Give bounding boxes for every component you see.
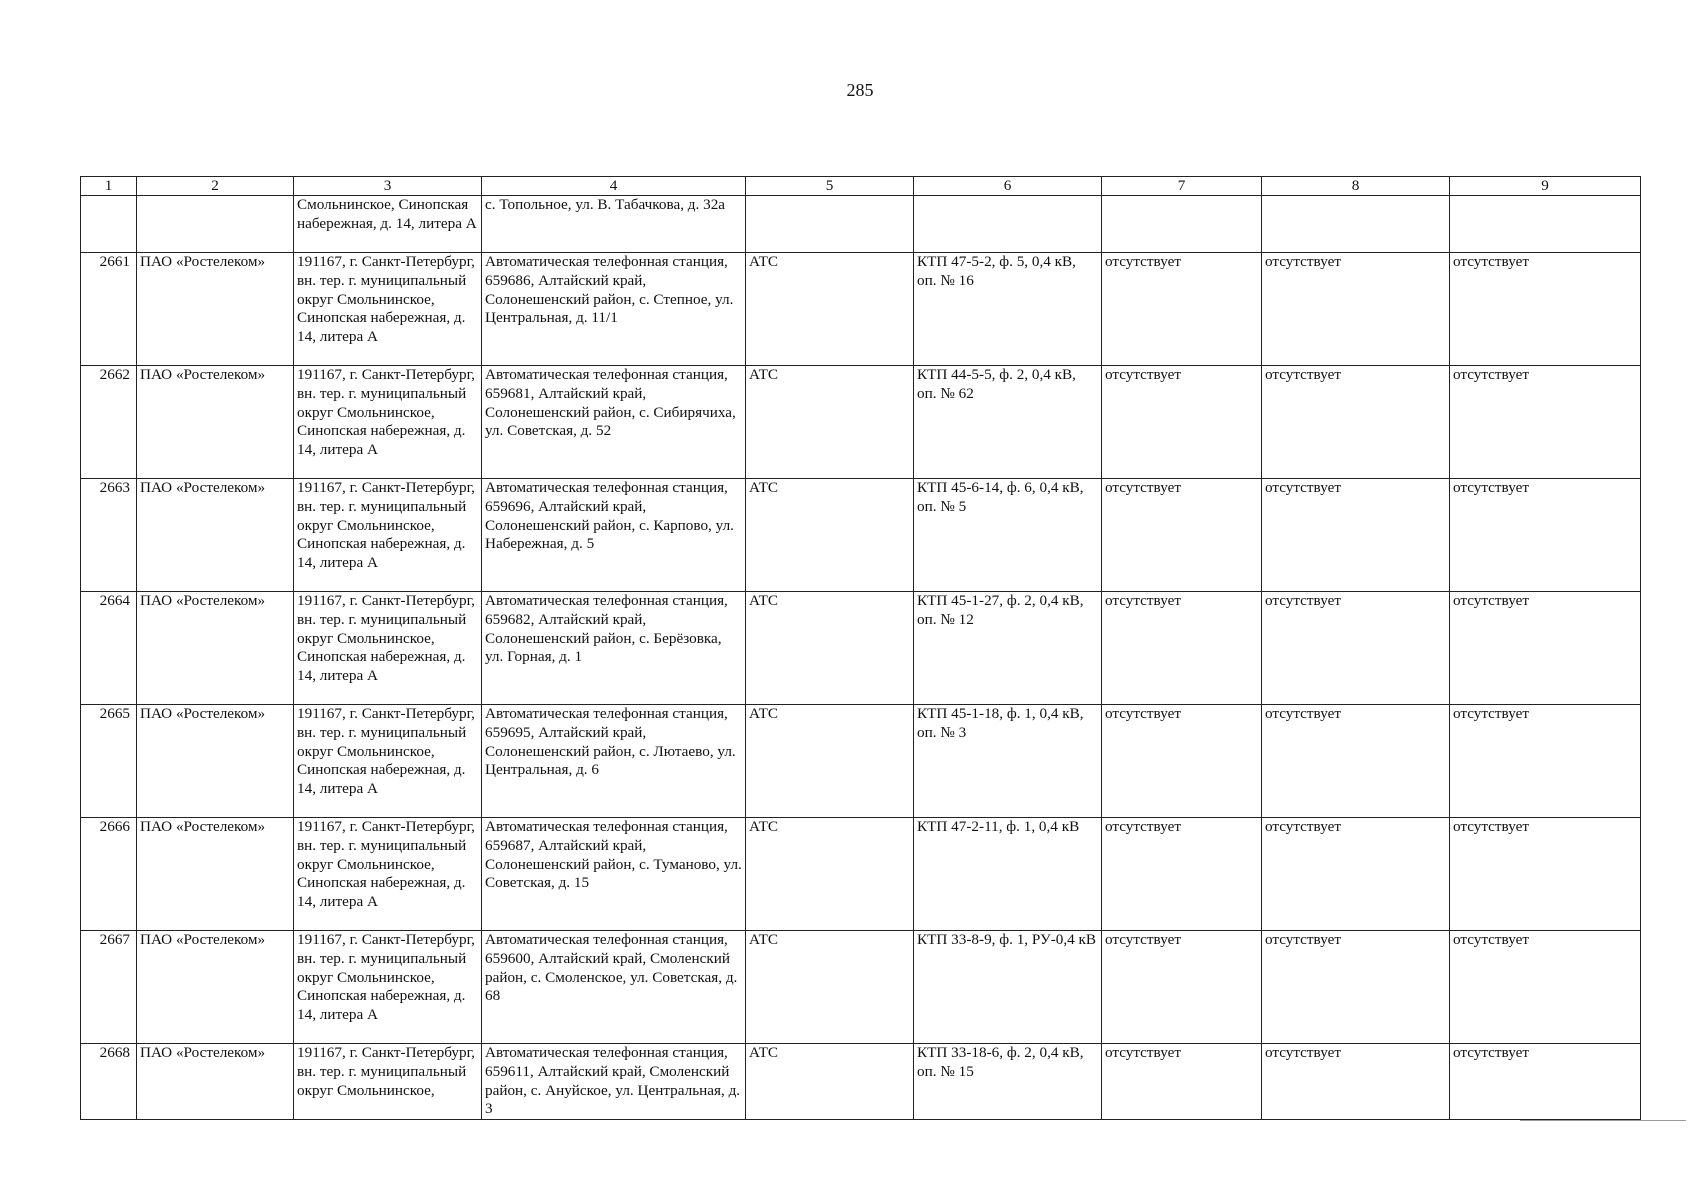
cell-empty (914, 196, 1102, 253)
column-header: 8 (1262, 177, 1450, 196)
cell-owner-address: 191167, г. Санкт-Петербург, вн. тер. г. муниципальный округ Смольнинское, (294, 1044, 482, 1120)
cell-owner: ПАО «Ростелеком» (137, 366, 294, 479)
table-row (81, 366, 1641, 479)
cell-number: 2661 (81, 253, 137, 366)
cell-connection: КТП 45-1-18, ф. 1, 0,4 кВ, оп. № 3 (914, 705, 1102, 818)
cell-object: Автоматическая телефонная станция, 659682, Алтайский край, Солонешенский район, с. Берёзовка, ул. Горная, д. 1 (482, 592, 746, 705)
cell-col9: отсутствует (1450, 253, 1641, 366)
cell-col7: отсутствует (1102, 479, 1262, 592)
cell-number: 2662 (81, 366, 137, 479)
cell-number: 2668 (81, 1044, 137, 1120)
column-number-row (81, 177, 1641, 196)
cell-number: 2667 (81, 931, 137, 1044)
cell-connection: КТП 47-5-2, ф. 5, 0,4 кВ, оп. № 16 (914, 253, 1102, 366)
cell-col8: отсутствует (1262, 592, 1450, 705)
cell-col7: отсутствует (1102, 366, 1262, 479)
cell-connection: КТП 44-5-5, ф. 2, 0,4 кВ, оп. № 62 (914, 366, 1102, 479)
cell-type: АТС (746, 253, 914, 366)
page-number: 285 (846, 80, 874, 100)
cell-col9: отсутствует (1450, 366, 1641, 479)
cell-object: Автоматическая телефонная станция, 659611, Алтайский край, Смоленский район, с. Ануйское, ул. Центральная, д. 3 (482, 1044, 746, 1120)
cell-object: Автоматическая телефонная станция, 659686, Алтайский край, Солонешенский район, с. Степное, ул. Центральная, д. 11/1 (482, 253, 746, 366)
cell-connection: КТП 45-6-14, ф. 6, 0,4 кВ, оп. № 5 (914, 479, 1102, 592)
cell-connection: КТП 45-1-27, ф. 2, 0,4 кВ, оп. № 12 (914, 592, 1102, 705)
cell-type: АТС (746, 592, 914, 705)
cell-owner-address: 191167, г. Санкт-Петербург, вн. тер. г. муниципальный округ Смольнинское, Синопская набережная, д. 14, литера А (294, 253, 482, 366)
table-row (81, 818, 1641, 931)
column-header: 1 (81, 177, 137, 196)
cell-object: Автоматическая телефонная станция, 659695, Алтайский край, Солонешенский район, с. Лютаево, ул. Центральная, д. 6 (482, 705, 746, 818)
cell-object: Автоматическая телефонная станция, 659687, Алтайский край, Солонешенский район, с. Туманово, ул. Советская, д. 15 (482, 818, 746, 931)
table-row (81, 592, 1641, 705)
cell-number: 2665 (81, 705, 137, 818)
cell-owner-address: 191167, г. Санкт-Петербург, вн. тер. г. муниципальный округ Смольнинское, Синопская набережная, д. 14, литера А (294, 705, 482, 818)
cell-owner: ПАО «Ростелеком» (137, 818, 294, 931)
column-header: 2 (137, 177, 294, 196)
column-header: 7 (1102, 177, 1262, 196)
cell-col7: отсутствует (1102, 931, 1262, 1044)
column-header: 6 (914, 177, 1102, 196)
column-header: 3 (294, 177, 482, 196)
cell-owner-address: 191167, г. Санкт-Петербург, вн. тер. г. муниципальный округ Смольнинское, Синопская набережная, д. 14, литера А (294, 818, 482, 931)
table-row (81, 705, 1641, 818)
cell-empty (81, 196, 137, 253)
cell-type: АТС (746, 366, 914, 479)
cell-empty (137, 196, 294, 253)
table-row (81, 253, 1641, 366)
cell-object: Автоматическая телефонная станция, 659696, Алтайский край, Солонешенский район, с. Карпово, ул. Набережная, д. 5 (482, 479, 746, 592)
cell-owner-address: Смольнинское, Синопская набережная, д. 14, литера А (294, 196, 482, 253)
table-row (81, 931, 1641, 1044)
column-header: 9 (1450, 177, 1641, 196)
cell-type: АТС (746, 818, 914, 931)
cell-object: Автоматическая телефонная станция, 659681, Алтайский край, Солонешенский район, с. Сибирячиха, ул. Советская, д. 52 (482, 366, 746, 479)
cell-owner-address: 191167, г. Санкт-Петербург, вн. тер. г. муниципальный округ Смольнинское, Синопская набережная, д. 14, литера А (294, 479, 482, 592)
cell-empty (746, 196, 914, 253)
cell-number: 2664 (81, 592, 137, 705)
cell-type: АТС (746, 479, 914, 592)
cell-type: АТС (746, 931, 914, 1044)
cell-col7: отсутствует (1102, 1044, 1262, 1120)
cell-col8: отсутствует (1262, 366, 1450, 479)
scan-artifact-line (1520, 1120, 1686, 1121)
cell-col8: отсутствует (1262, 705, 1450, 818)
cell-owner: ПАО «Ростелеком» (137, 931, 294, 1044)
cell-object: с. Топольное, ул. В. Табачкова, д. 32а (482, 196, 746, 253)
cell-col7: отсутствует (1102, 592, 1262, 705)
cell-connection: КТП 33-8-9, ф. 1, РУ-0,4 кВ (914, 931, 1102, 1044)
cell-col8: отсутствует (1262, 479, 1450, 592)
cell-owner-address: 191167, г. Санкт-Петербург, вн. тер. г. муниципальный округ Смольнинское, Синопская набережная, д. 14, литера А (294, 366, 482, 479)
cell-connection: КТП 47-2-11, ф. 1, 0,4 кВ (914, 818, 1102, 931)
cell-empty (1450, 196, 1641, 253)
cell-col7: отсутствует (1102, 253, 1262, 366)
cell-number: 2666 (81, 818, 137, 931)
table-row (81, 1044, 1641, 1120)
cell-col9: отсутствует (1450, 1044, 1641, 1120)
cell-col9: отсутствует (1450, 818, 1641, 931)
cell-owner: ПАО «Ростелеком» (137, 592, 294, 705)
cell-owner: ПАО «Ростелеком» (137, 253, 294, 366)
cell-col8: отсутствует (1262, 253, 1450, 366)
cell-owner: ПАО «Ростелеком» (137, 1044, 294, 1120)
cell-type: АТС (746, 705, 914, 818)
cell-col9: отсутствует (1450, 705, 1641, 818)
cell-object: Автоматическая телефонная станция, 659600, Алтайский край, Смоленский район, с. Смоленское, ул. Советская, д. 68 (482, 931, 746, 1044)
table-row (81, 479, 1641, 592)
cell-empty (1102, 196, 1262, 253)
cell-type: АТС (746, 1044, 914, 1120)
registry-table (80, 176, 1641, 1120)
cell-col8: отсутствует (1262, 1044, 1450, 1120)
cell-owner: ПАО «Ростелеком» (137, 705, 294, 818)
cell-owner: ПАО «Ростелеком» (137, 479, 294, 592)
column-header: 4 (482, 177, 746, 196)
cell-col9: отсутствует (1450, 592, 1641, 705)
cell-number: 2663 (81, 479, 137, 592)
cell-col9: отсутствует (1450, 479, 1641, 592)
cell-col7: отсутствует (1102, 705, 1262, 818)
cell-owner-address: 191167, г. Санкт-Петербург, вн. тер. г. муниципальный округ Смольнинское, Синопская набережная, д. 14, литера А (294, 931, 482, 1044)
cell-connection: КТП 33-18-6, ф. 2, 0,4 кВ, оп. № 15 (914, 1044, 1102, 1120)
cell-owner-address: 191167, г. Санкт-Петербург, вн. тер. г. муниципальный округ Смольнинское, Синопская набережная, д. 14, литера А (294, 592, 482, 705)
cell-col8: отсутствует (1262, 818, 1450, 931)
column-header: 5 (746, 177, 914, 196)
cell-col7: отсутствует (1102, 818, 1262, 931)
cell-col9: отсутствует (1450, 931, 1641, 1044)
cell-empty (1262, 196, 1450, 253)
continuation-row (81, 196, 1641, 253)
cell-col8: отсутствует (1262, 931, 1450, 1044)
